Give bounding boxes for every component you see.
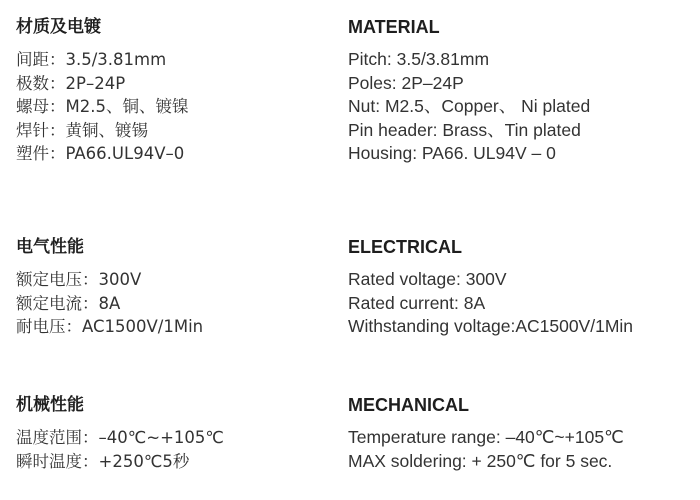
mechanical-heading-cn: 机械性能 (16, 395, 84, 415)
pin-line-cn: 焊针：黄铜、镀锡 (16, 120, 148, 140)
rated-voltage-line-en: Rated voltage: 300V (348, 269, 507, 289)
electrical-list-cn (16, 268, 203, 339)
electrical-list-en (348, 268, 633, 339)
soldering-line-en: MAX soldering: + 250℃ for 5 sec. (348, 450, 613, 471)
electrical-section-cn (16, 236, 203, 339)
housing-line-en: Housing: PA66. UL94V – 0 (348, 143, 556, 163)
material-section-cn (16, 16, 188, 166)
pin-line-en: Pin header: Brass、Tin plated (348, 119, 581, 140)
electrical-heading-cn: 电气性能 (16, 237, 84, 257)
temperature-range-line-cn: 温度范围：–40℃~+105℃ (16, 428, 224, 447)
material-heading-en: MATERIAL (348, 17, 440, 37)
withstanding-voltage-line-cn: 耐电压：AC1500V/1Min (16, 317, 204, 336)
material-list-cn (16, 48, 188, 166)
withstanding-voltage-line-en: Withstanding voltage:AC1500V/1Min (348, 316, 634, 336)
poles-line-en: Poles: 2P–24P (348, 72, 464, 93)
electrical-heading-en: ELECTRICAL (348, 237, 462, 257)
material-section-en (348, 16, 590, 166)
mechanical-list-en (348, 426, 624, 473)
mechanical-list-cn (16, 426, 224, 473)
mechanical-heading-en: MECHANICAL (348, 395, 469, 415)
material-heading-cn: 材质及电镀 (16, 17, 101, 37)
temperature-range-line-en: Temperature range: –40℃~+105℃ (348, 427, 624, 447)
rated-voltage-line-cn: 额定电压：300V (16, 270, 142, 289)
soldering-line-cn: 瞬时温度：+250℃5秒 (16, 451, 190, 471)
nut-line-en: Nut: M2.5、Copper、 Ni plated (348, 96, 591, 116)
rated-current-line-en: Rated current: 8A (348, 292, 486, 313)
nut-line-cn: 螺母：M2.5、铜、镀镍 (16, 97, 189, 116)
material-list-en (348, 48, 590, 166)
pitch-line-en: Pitch: 3.5/3.81mm (348, 49, 490, 69)
mechanical-section-en (348, 394, 624, 473)
pitch-line-cn: 间距：3.5/3.81mm (16, 50, 167, 69)
rated-current-line-cn: 额定电流：8A (16, 293, 121, 313)
housing-line-cn: 塑件：PA66.UL94V–0 (16, 144, 185, 163)
poles-line-cn: 极数：2P–24P (16, 73, 126, 93)
mechanical-section-cn (16, 394, 224, 473)
electrical-section-en (348, 236, 633, 339)
